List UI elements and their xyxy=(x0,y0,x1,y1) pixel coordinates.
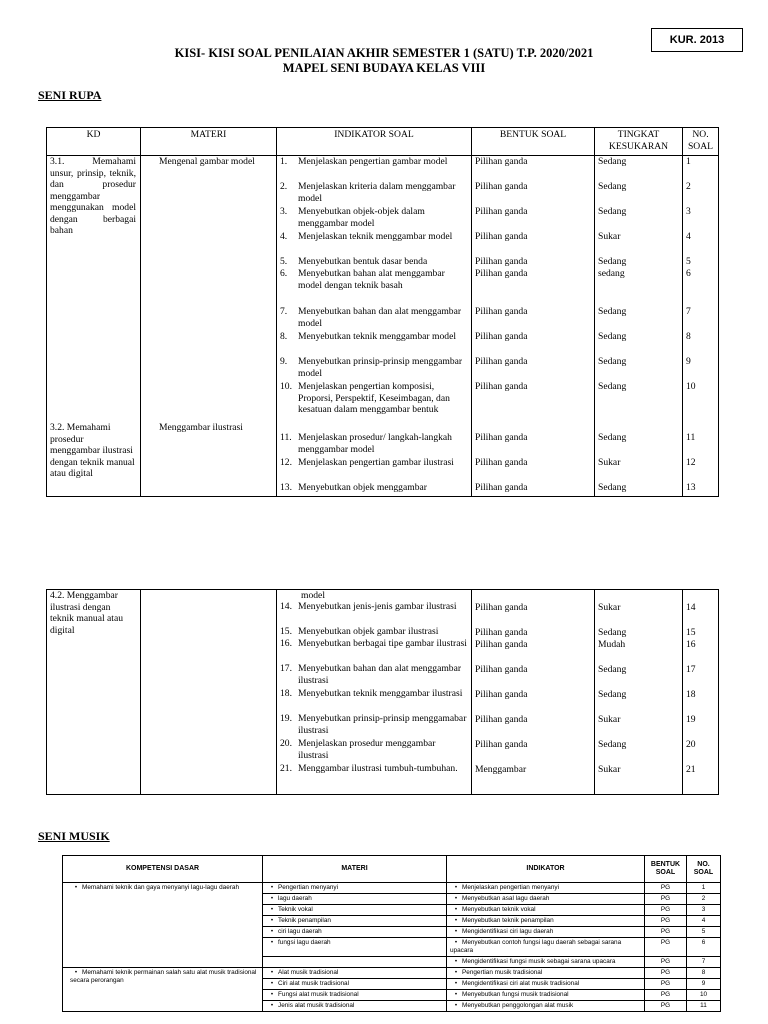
musik-kd-cell xyxy=(63,968,263,1012)
indikator-item xyxy=(280,181,468,206)
musik-bentuk-cell: PG xyxy=(645,1001,687,1012)
bentuk-column-2 xyxy=(472,590,595,795)
bentuk-soal-cell: Pilihan ganda xyxy=(475,639,528,650)
tingkat-kesukaran-cell: Sukar xyxy=(598,714,621,725)
no-soal-cell: 11 xyxy=(686,432,696,443)
bentuk-soal-cell: Pilihan ganda xyxy=(475,331,528,342)
bentuk-soal-cell: Pilihan ganda xyxy=(475,627,528,638)
indikator-number: 6. xyxy=(280,268,288,279)
indikator-number: 9. xyxy=(280,356,288,367)
indikator-text: Menyebutkan objek gambar ilustrasi xyxy=(298,626,439,637)
indikator-number: 1. xyxy=(280,156,288,167)
indikator-item xyxy=(280,457,468,482)
indikator-number: 4. xyxy=(280,231,288,242)
no-soal-cell: 16 xyxy=(686,639,696,650)
musik-indikator-cell xyxy=(447,990,645,1001)
musik-row xyxy=(63,883,721,894)
musik-indikator-text: • Pengertian musik tradisional xyxy=(450,969,542,976)
indikator-text: Menjelaskan kriteria dalam menggambar model xyxy=(298,181,456,204)
indikator-number: 20. xyxy=(280,738,292,749)
musik-materi-cell xyxy=(263,957,447,968)
no-soal-cell: 21 xyxy=(686,764,696,775)
musik-bentuk-cell: PG xyxy=(645,938,687,957)
tingkat-kesukaran-cell: Sukar xyxy=(598,457,621,468)
materi-column-2 xyxy=(141,590,277,795)
tingkat-kesukaran-cell: Sedang xyxy=(598,381,627,392)
indikator-number: 8. xyxy=(280,331,288,342)
indikator-text: Menyebutkan prinsip-prinsip menggamabar ilustrasi xyxy=(298,713,467,736)
kd-column xyxy=(47,156,141,497)
indikator-item xyxy=(280,268,468,306)
bentuk-soal-cell: Pilihan ganda xyxy=(475,714,528,725)
no-soal-cell: 4 xyxy=(686,231,691,242)
musik-materi-text: • fungsi lagu daerah xyxy=(266,939,331,946)
musik-bentuk-cell: PG xyxy=(645,927,687,938)
musik-header-materi: MATERI xyxy=(263,856,447,883)
seni-rupa-table-1 xyxy=(46,127,719,497)
bentuk-soal-cell: Pilihan ganda xyxy=(475,356,528,367)
indikator-item xyxy=(280,738,468,763)
bentuk-soal-cell: Pilihan ganda xyxy=(475,664,528,675)
musik-bentuk-cell: PG xyxy=(645,916,687,927)
tingkat-kesukaran-cell: Sedang xyxy=(598,256,627,267)
no-soal-cell: 7 xyxy=(686,306,691,317)
indikator-number: 10. xyxy=(280,381,292,392)
musik-bentuk-cell: PG xyxy=(645,957,687,968)
musik-indikator-text: • Menjelaskan pengertian menyanyi xyxy=(450,884,559,891)
indikator-number: 15. xyxy=(280,626,292,637)
materi-column xyxy=(141,156,277,497)
indikator-text: Menyebutkan teknik menggambar model xyxy=(298,331,456,342)
no-soal-cell: 20 xyxy=(686,739,696,750)
materi-2: Menggambar ilustrasi xyxy=(159,422,243,433)
indikator-item xyxy=(280,663,468,688)
bentuk-soal-cell: Pilihan ganda xyxy=(475,206,528,217)
seni-rupa-table-2 xyxy=(46,589,719,795)
indikator-text: Menjelaskan pengertian gambar model xyxy=(298,156,448,167)
musik-no-cell: 1 xyxy=(687,883,721,894)
indikator-item xyxy=(280,231,468,256)
bentuk-column xyxy=(472,156,595,497)
bentuk-soal-cell: Pilihan ganda xyxy=(475,231,528,242)
musik-materi-cell xyxy=(263,1001,447,1012)
musik-materi-cell xyxy=(263,916,447,927)
indikator-item xyxy=(280,206,468,231)
musik-bentuk-cell: PG xyxy=(645,968,687,979)
indikator-text: Menjelaskan pengertian gambar ilustrasi xyxy=(298,457,454,468)
musik-bentuk-cell: PG xyxy=(645,990,687,1001)
tingkat-kesukaran-cell: Sedang xyxy=(598,181,627,192)
bentuk-soal-cell: Menggambar xyxy=(475,764,527,775)
musik-indikator-text: • Menyebutkan teknik vokal xyxy=(450,906,536,913)
musik-no-cell: 7 xyxy=(687,957,721,968)
bentuk-soal-cell: Pilihan ganda xyxy=(475,268,528,279)
musik-indikator-text: • Menyebutkan asal lagu daerah xyxy=(450,895,549,902)
musik-indikator-cell xyxy=(447,968,645,979)
bentuk-soal-cell: Pilihan ganda xyxy=(475,689,528,700)
musik-materi-cell xyxy=(263,905,447,916)
indikator-item xyxy=(280,331,468,356)
indikator-text: Menyebutkan prinsip-prinsip menggambar model xyxy=(298,356,463,379)
section-heading-seni-musik: SENI MUSIK xyxy=(38,829,110,843)
no-soal-cell: 1 xyxy=(686,156,691,167)
musik-no-cell: 6 xyxy=(687,938,721,957)
indikator-text: Menyebutkan bahan alat menggambar model dengan teknik basah xyxy=(298,268,445,291)
tingkat-kesukaran-cell: Sedang xyxy=(598,156,627,167)
musik-materi-text: • Alat musik tradisional xyxy=(266,969,338,976)
no-soal-cell: 9 xyxy=(686,356,691,367)
musik-header-bentuk: BENTUK SOAL xyxy=(645,856,687,883)
musik-indikator-text: • Menyebutkan penggolongan alat musik xyxy=(450,1002,573,1009)
indikator-text: Menggambar ilustrasi tumbuh-tumbuhan. xyxy=(298,763,458,774)
indikator-text: Menyebutkan objek-objek dalam menggambar model xyxy=(298,206,425,229)
section-heading-seni-rupa: SENI RUPA xyxy=(38,88,102,102)
indikator-number: 3. xyxy=(280,206,288,217)
musik-no-cell: 10 xyxy=(687,990,721,1001)
musik-materi-cell xyxy=(263,927,447,938)
musik-indikator-cell xyxy=(447,1001,645,1012)
musik-indikator-cell xyxy=(447,938,645,957)
indikator-item xyxy=(280,482,468,494)
bentuk-soal-cell: Pilihan ganda xyxy=(475,306,528,317)
tingkat-kesukaran-cell: Sedang xyxy=(598,739,627,750)
indikator-continuation: model xyxy=(301,590,325,601)
musik-indikator-text: • Mengidentifikasi ciri alat musik tradisional xyxy=(450,980,579,987)
indikator-text: Menyebutkan bahan dan alat menggambar ilustrasi xyxy=(298,663,462,686)
seni-musik-table xyxy=(62,855,721,1012)
header-tingkat: TINGKAT KESUKARAN xyxy=(595,128,683,156)
musik-indikator-cell xyxy=(447,894,645,905)
musik-materi-text: • Ciri alat musik tradisional xyxy=(266,980,349,987)
musik-materi-text: • ciri lagu daerah xyxy=(266,928,322,935)
tingkat-kesukaran-cell: Sedang xyxy=(598,206,627,217)
tingkat-kesukaran-cell: Sukar xyxy=(598,764,621,775)
indikator-number: 19. xyxy=(280,713,292,724)
no-soal-cell: 5 xyxy=(686,256,691,267)
header-bentuk: BENTUK SOAL xyxy=(472,128,595,156)
musik-no-cell: 2 xyxy=(687,894,721,905)
tingkat-kesukaran-cell: Sedang xyxy=(598,331,627,342)
musik-materi-cell xyxy=(263,883,447,894)
indikator-item xyxy=(280,626,468,638)
musik-indikator-text: • Mengidentifikasi ciri lagu daerah xyxy=(450,928,553,935)
musik-materi-text: • lagu daerah xyxy=(266,895,312,902)
document-title: KISI- KISI SOAL PENILAIAN AKHIR SEMESTER 1 (SATU) T.P. 2020/2021 xyxy=(174,46,594,60)
indikator-number: 21. xyxy=(280,763,292,774)
indikator-text: Menyebutkan bahan dan alat menggambar model xyxy=(298,306,462,329)
indikator-text: Menyebutkan jenis-jenis gambar ilustrasi xyxy=(298,601,457,612)
indikator-number: 13. xyxy=(280,482,292,493)
header-indikator: INDIKATOR SOAL xyxy=(277,128,472,156)
indikator-text: Menyebutkan berbagai tipe gambar ilustrasi xyxy=(298,638,467,649)
musik-kd-text: • Memahami teknik dan gaya menyanyi lagu-lagu daerah xyxy=(66,884,259,892)
header-materi: MATERI xyxy=(141,128,277,156)
musik-no-cell: 8 xyxy=(687,968,721,979)
indikator-text: Menjelaskan pengertian komposisi, Proporsi, Perspektif, Keseimbagan, dan kesatuan dalam menggambar bentuk xyxy=(298,381,450,415)
no-soal-cell: 2 xyxy=(686,181,691,192)
tingkat-kesukaran-cell: Sukar xyxy=(598,231,621,242)
indikator-column xyxy=(277,156,472,497)
indikator-item xyxy=(280,156,468,181)
indikator-item xyxy=(280,713,468,738)
musik-indikator-text: • Menyebutkan contoh fungsi lagu daerah sebagai sarana upacara xyxy=(450,939,621,954)
header-no: NO. SOAL xyxy=(683,128,719,156)
tingkat-kesukaran-cell: sedang xyxy=(598,268,625,279)
tingkat-column-2 xyxy=(595,590,683,795)
musik-materi-cell xyxy=(263,894,447,905)
musik-materi-text: • Jenis alat musik tradisional xyxy=(266,1002,354,1009)
no-soal-cell: 10 xyxy=(686,381,696,392)
indikator-number: 11. xyxy=(280,432,292,443)
indikator-item xyxy=(280,601,468,626)
musik-indikator-text: • Menyebutkan fungsi musik tradisional xyxy=(450,991,569,998)
bentuk-soal-cell: Pilihan ganda xyxy=(475,602,528,613)
no-soal-cell: 3 xyxy=(686,206,691,217)
musik-bentuk-cell: PG xyxy=(645,979,687,990)
kd-3-1: 3.1. Memahami unsur, prinsip, teknik, dan prosedur menggambar menggunakan model dengan berbagai bahan xyxy=(50,156,136,236)
no-column-2 xyxy=(683,590,719,795)
indikator-item xyxy=(280,256,468,268)
musik-kd-text: • Memahami teknik permainan salah satu alat musik tradisional secara perorangan xyxy=(66,969,259,985)
no-soal-cell: 6 xyxy=(686,268,691,279)
musik-indikator-text: • Mengidentifikasi fungsi musik sebagai sarana upacara xyxy=(450,958,615,965)
bentuk-soal-cell: Pilihan ganda xyxy=(475,181,528,192)
tingkat-kesukaran-cell: Sedang xyxy=(598,306,627,317)
bentuk-soal-cell: Pilihan ganda xyxy=(475,457,528,468)
header-kd: KD xyxy=(47,128,141,156)
tingkat-kesukaran-cell: Sedang xyxy=(598,689,627,700)
bentuk-soal-cell: Pilihan ganda xyxy=(475,156,528,167)
musik-materi-cell xyxy=(263,968,447,979)
indikator-number: 18. xyxy=(280,688,292,699)
indikator-text: Menjelaskan prosedur/ langkah-langkah menggambar model xyxy=(298,432,452,455)
tingkat-kesukaran-cell: Sedang xyxy=(598,482,627,493)
bentuk-soal-cell: Pilihan ganda xyxy=(475,381,528,392)
musik-header-no: NO. SOAL xyxy=(687,856,721,883)
indikator-item xyxy=(280,688,468,713)
musik-materi-cell xyxy=(263,979,447,990)
musik-kd-cell xyxy=(63,883,263,968)
indikator-item xyxy=(280,638,468,663)
no-soal-cell: 12 xyxy=(686,457,696,468)
tingkat-kesukaran-cell: Sedang xyxy=(598,356,627,367)
indikator-number: 16. xyxy=(280,638,292,649)
tingkat-kesukaran-cell: Sedang xyxy=(598,432,627,443)
no-soal-cell: 13 xyxy=(686,482,696,493)
indikator-number: 5. xyxy=(280,256,288,267)
tingkat-kesukaran-cell: Sukar xyxy=(598,602,621,613)
musik-materi-text: • Pengertian menyanyi xyxy=(266,884,338,891)
no-column xyxy=(683,156,719,497)
musik-indikator-cell xyxy=(447,916,645,927)
indikator-text: Menyebutkan bentuk dasar benda xyxy=(298,256,428,267)
indikator-text: Menjelaskan teknik menggambar model xyxy=(298,231,453,242)
document-subtitle: MAPEL SENI BUDAYA KELAS VIII xyxy=(282,61,486,75)
tingkat-kesukaran-cell: Sedang xyxy=(598,664,627,675)
indikator-number: 7. xyxy=(280,306,288,317)
musik-indikator-cell xyxy=(447,957,645,968)
musik-indikator-text: • Menyebutkan teknik penampilan xyxy=(450,917,554,924)
musik-no-cell: 11 xyxy=(687,1001,721,1012)
no-soal-cell: 8 xyxy=(686,331,691,342)
musik-header-kd: KOMPETENSI DASAR xyxy=(63,856,263,883)
musik-no-cell: 5 xyxy=(687,927,721,938)
musik-bentuk-cell: PG xyxy=(645,894,687,905)
bentuk-soal-cell: Pilihan ganda xyxy=(475,739,528,750)
indikator-item xyxy=(280,381,468,432)
musik-materi-cell xyxy=(263,990,447,1001)
bentuk-soal-cell: Pilihan ganda xyxy=(475,256,528,267)
no-soal-cell: 18 xyxy=(686,689,696,700)
musik-materi-text: • Fungsi alat musik tradisional xyxy=(266,991,359,998)
indikator-text: Menyebutkan teknik menggambar ilustrasi xyxy=(298,688,463,699)
musik-indikator-cell xyxy=(447,979,645,990)
musik-materi-text: • Teknik penampilan xyxy=(266,917,331,924)
musik-indikator-cell xyxy=(447,905,645,916)
musik-indikator-cell xyxy=(447,883,645,894)
musik-no-cell: 3 xyxy=(687,905,721,916)
musik-materi-text: • Teknik vokal xyxy=(266,906,313,913)
tingkat-kesukaran-cell: Sedang xyxy=(598,627,627,638)
kd-column-2 xyxy=(47,590,141,795)
musik-no-cell: 9 xyxy=(687,979,721,990)
indikator-text: Menyebutkan objek menggambar xyxy=(298,482,427,493)
musik-materi-cell xyxy=(263,938,447,957)
indikator-column-2 xyxy=(277,590,472,795)
no-soal-cell: 14 xyxy=(686,602,696,613)
no-soal-cell: 15 xyxy=(686,627,696,638)
indikator-item xyxy=(280,763,468,788)
indikator-number: 14. xyxy=(280,601,292,612)
indikator-item xyxy=(280,306,468,331)
musik-no-cell: 4 xyxy=(687,916,721,927)
bentuk-soal-cell: Pilihan ganda xyxy=(475,482,528,493)
musik-row xyxy=(63,968,721,979)
tingkat-kesukaran-cell: Mudah xyxy=(598,639,626,650)
no-soal-cell: 19 xyxy=(686,714,696,725)
no-soal-cell: 17 xyxy=(686,664,696,675)
indikator-number: 2. xyxy=(280,181,288,192)
indikator-item xyxy=(280,356,468,381)
bentuk-soal-cell: Pilihan ganda xyxy=(475,432,528,443)
kd-4-2: 4.2. Menggambar ilustrasi dengan teknik manual atau digital xyxy=(50,590,123,636)
indikator-item xyxy=(280,432,468,457)
musik-bentuk-cell: PG xyxy=(645,905,687,916)
indikator-number: 12. xyxy=(280,457,292,468)
indikator-number: 17. xyxy=(280,663,292,674)
musik-indikator-cell xyxy=(447,927,645,938)
indikator-text: Menjelaskan prosedur menggambar ilustrasi xyxy=(298,738,436,761)
materi-1: Mengenal gambar model xyxy=(159,156,255,167)
tingkat-column xyxy=(595,156,683,497)
musik-header-indikator: INDIKATOR xyxy=(447,856,645,883)
musik-bentuk-cell: PG xyxy=(645,883,687,894)
curriculum-label: KUR. 2013 xyxy=(651,28,743,52)
kd-3-2: 3.2. Memahami prosedur menggambar ilustrasi dengan teknik manual atau digital xyxy=(50,422,135,479)
